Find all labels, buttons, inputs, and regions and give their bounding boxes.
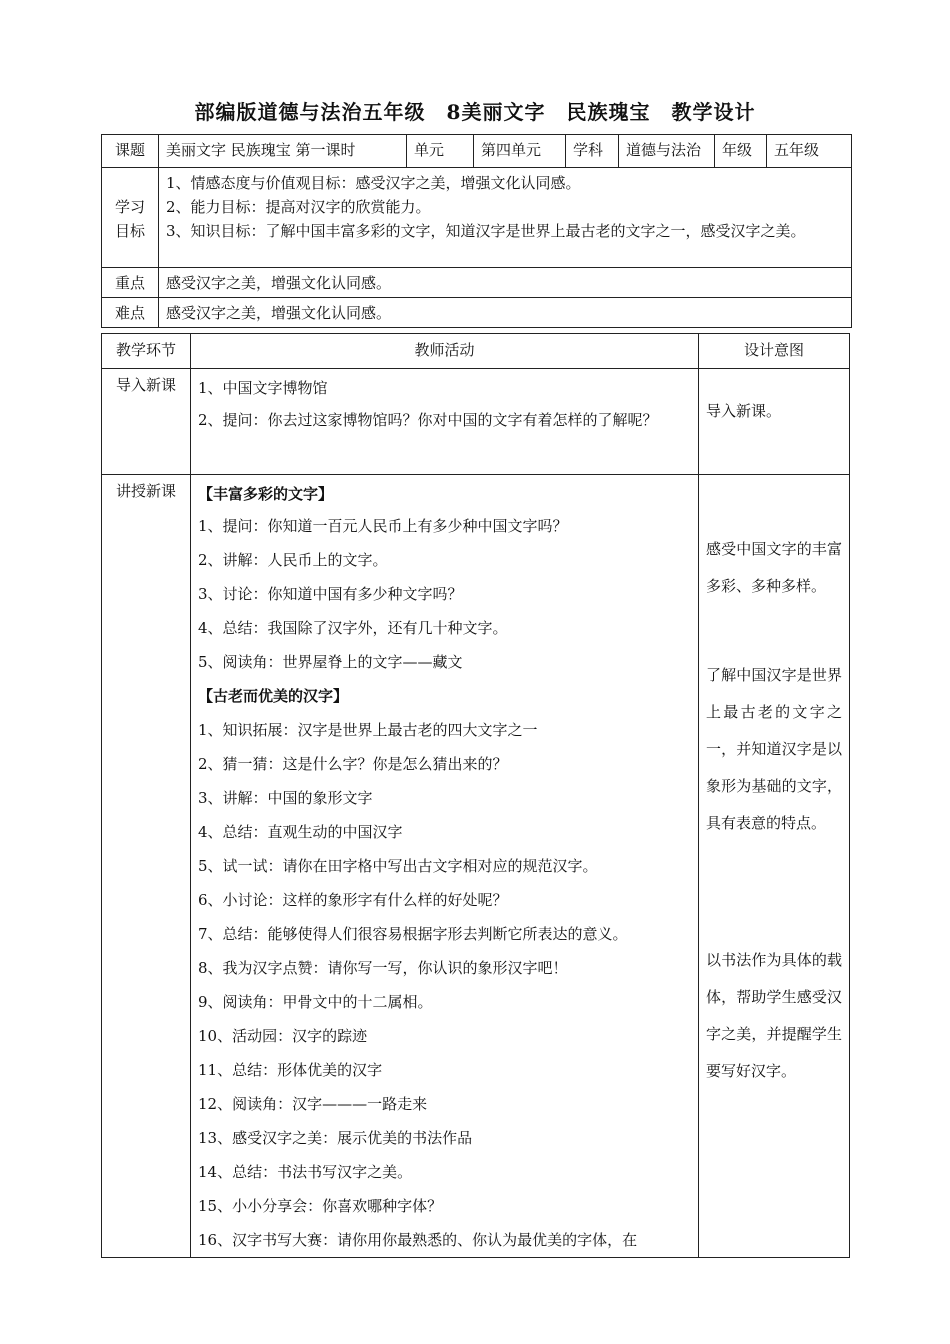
intro-item: 2、提问：你去过这家博物馆吗？你对中国的文字有着怎样的了解呢？ — [198, 411, 658, 429]
goals-content — [159, 168, 852, 268]
list-item: 8、我为汉字点赞：请你写一写，你认识的象形汉字吧！ — [198, 959, 568, 977]
goal-item: 3、知识目标：了解中国丰富多彩的文字，知道汉字是世界上最古老的文字之一，感受汉字之美。 — [166, 222, 806, 240]
grade-value: 五年级 — [767, 135, 852, 168]
intro-stage: 导入新课 — [102, 369, 191, 475]
info-row-key — [102, 268, 852, 298]
goal-item: 2、能力目标：提高对汉字的欣赏能力。 — [166, 198, 431, 216]
process-header-row — [102, 334, 850, 369]
info-row-goals — [102, 168, 852, 268]
teach-row — [102, 475, 850, 1258]
list-item: 3、讲解：中国的象形文字 — [198, 789, 373, 807]
intent-rich-scripts: 感受中国文字的丰富多彩、多种多样。 — [706, 540, 842, 595]
teach-stage: 讲授新课 — [102, 475, 191, 1258]
teach-activity — [191, 475, 699, 1258]
header-activity: 教师活动 — [191, 334, 699, 369]
intent-ancient-chinese: 了解中国汉字是世界上最古老的文字之一，并知道汉字是以象形为基础的文字，具有表意的特点。 — [706, 666, 842, 832]
list-item: 10、活动园：汉字的踪迹 — [198, 1027, 368, 1045]
list-item: 15、小小分享会：你喜欢哪种字体？ — [198, 1197, 443, 1215]
subject-value: 道德与法治 — [619, 135, 715, 168]
intro-row — [102, 369, 850, 475]
list-item: 13、感受汉字之美：展示优美的书法作品 — [198, 1129, 473, 1147]
list-item: 9、阅读角：甲骨文中的十二属相。 — [198, 993, 433, 1011]
subject-label: 学科 — [566, 135, 619, 168]
list-item: 3、讨论：你知道中国有多少种文字吗？ — [198, 585, 463, 603]
difficult-value: 感受汉字之美，增强文化认同感。 — [159, 298, 852, 328]
header-intent: 设计意图 — [699, 334, 850, 369]
list-item: 5、试一试：请你在田字格中写出古文字相对应的规范汉字。 — [198, 857, 598, 875]
grade-label: 年级 — [715, 135, 767, 168]
intent-calligraphy: 以书法作为具体的载体，帮助学生感受汉字之美，并提醒学生要写好汉字。 — [706, 951, 842, 1080]
page-title: 部编版道德与法治五年级 8美丽文字 民族瑰宝 教学设计 — [194, 100, 756, 124]
section-title-rich-scripts: 【丰富多彩的文字】 — [198, 485, 334, 503]
intro-activity — [191, 369, 699, 475]
list-item: 2、讲解：人民币上的文字。 — [198, 551, 388, 569]
lesson-info-table — [101, 134, 852, 328]
intro-intent: 导入新课。 — [699, 369, 850, 475]
key-value: 感受汉字之美，增强文化认同感。 — [159, 268, 852, 298]
info-row-topic — [102, 135, 852, 168]
unit-value: 第四单元 — [474, 135, 566, 168]
teaching-process-table — [101, 333, 850, 1258]
topic-value: 美丽文字 民族瑰宝 第一课时 — [159, 135, 407, 168]
header-stage: 教学环节 — [102, 334, 191, 369]
list-item: 7、总结：能够使得人们很容易根据字形去判断它所表达的意义。 — [198, 925, 628, 943]
info-row-difficult — [102, 298, 852, 328]
list-item: 16、汉字书写大赛：请你用你最熟悉的、你认为最优美的字体，在 — [198, 1231, 638, 1249]
teach-intent — [699, 475, 850, 1258]
key-label: 重点 — [102, 268, 159, 298]
list-item: 14、总结：书法书写汉字之美。 — [198, 1163, 413, 1181]
topic-label: 课题 — [102, 135, 159, 168]
goal-item: 1、情感态度与价值观目标：感受汉字之美，增强文化认同感。 — [166, 174, 581, 192]
difficult-label: 难点 — [102, 298, 159, 328]
list-item: 11、总结：形体优美的汉字 — [198, 1061, 383, 1079]
list-item: 12、阅读角：汉字———一路走来 — [198, 1095, 428, 1113]
intro-item: 1、中国文字博物馆 — [198, 379, 328, 397]
goals-label: 学习 目标 — [102, 168, 159, 268]
list-item: 1、提问：你知道一百元人民币上有多少种中国文字吗？ — [198, 517, 568, 535]
section-title-ancient-chinese: 【古老而优美的汉字】 — [198, 687, 349, 705]
list-item: 2、猜一猜：这是什么字？你是怎么猜出来的？ — [198, 755, 508, 773]
list-item: 1、知识拓展：汉字是世界上最古老的四大文字之一 — [198, 721, 538, 739]
unit-label: 单元 — [407, 135, 474, 168]
list-item: 5、阅读角：世界屋脊上的文字——藏文 — [198, 653, 463, 671]
list-item: 4、总结：我国除了汉字外，还有几十种文字。 — [198, 619, 508, 637]
list-item: 6、小讨论：这样的象形字有什么样的好处呢？ — [198, 891, 508, 909]
list-item: 4、总结：直观生动的中国汉字 — [198, 823, 403, 841]
